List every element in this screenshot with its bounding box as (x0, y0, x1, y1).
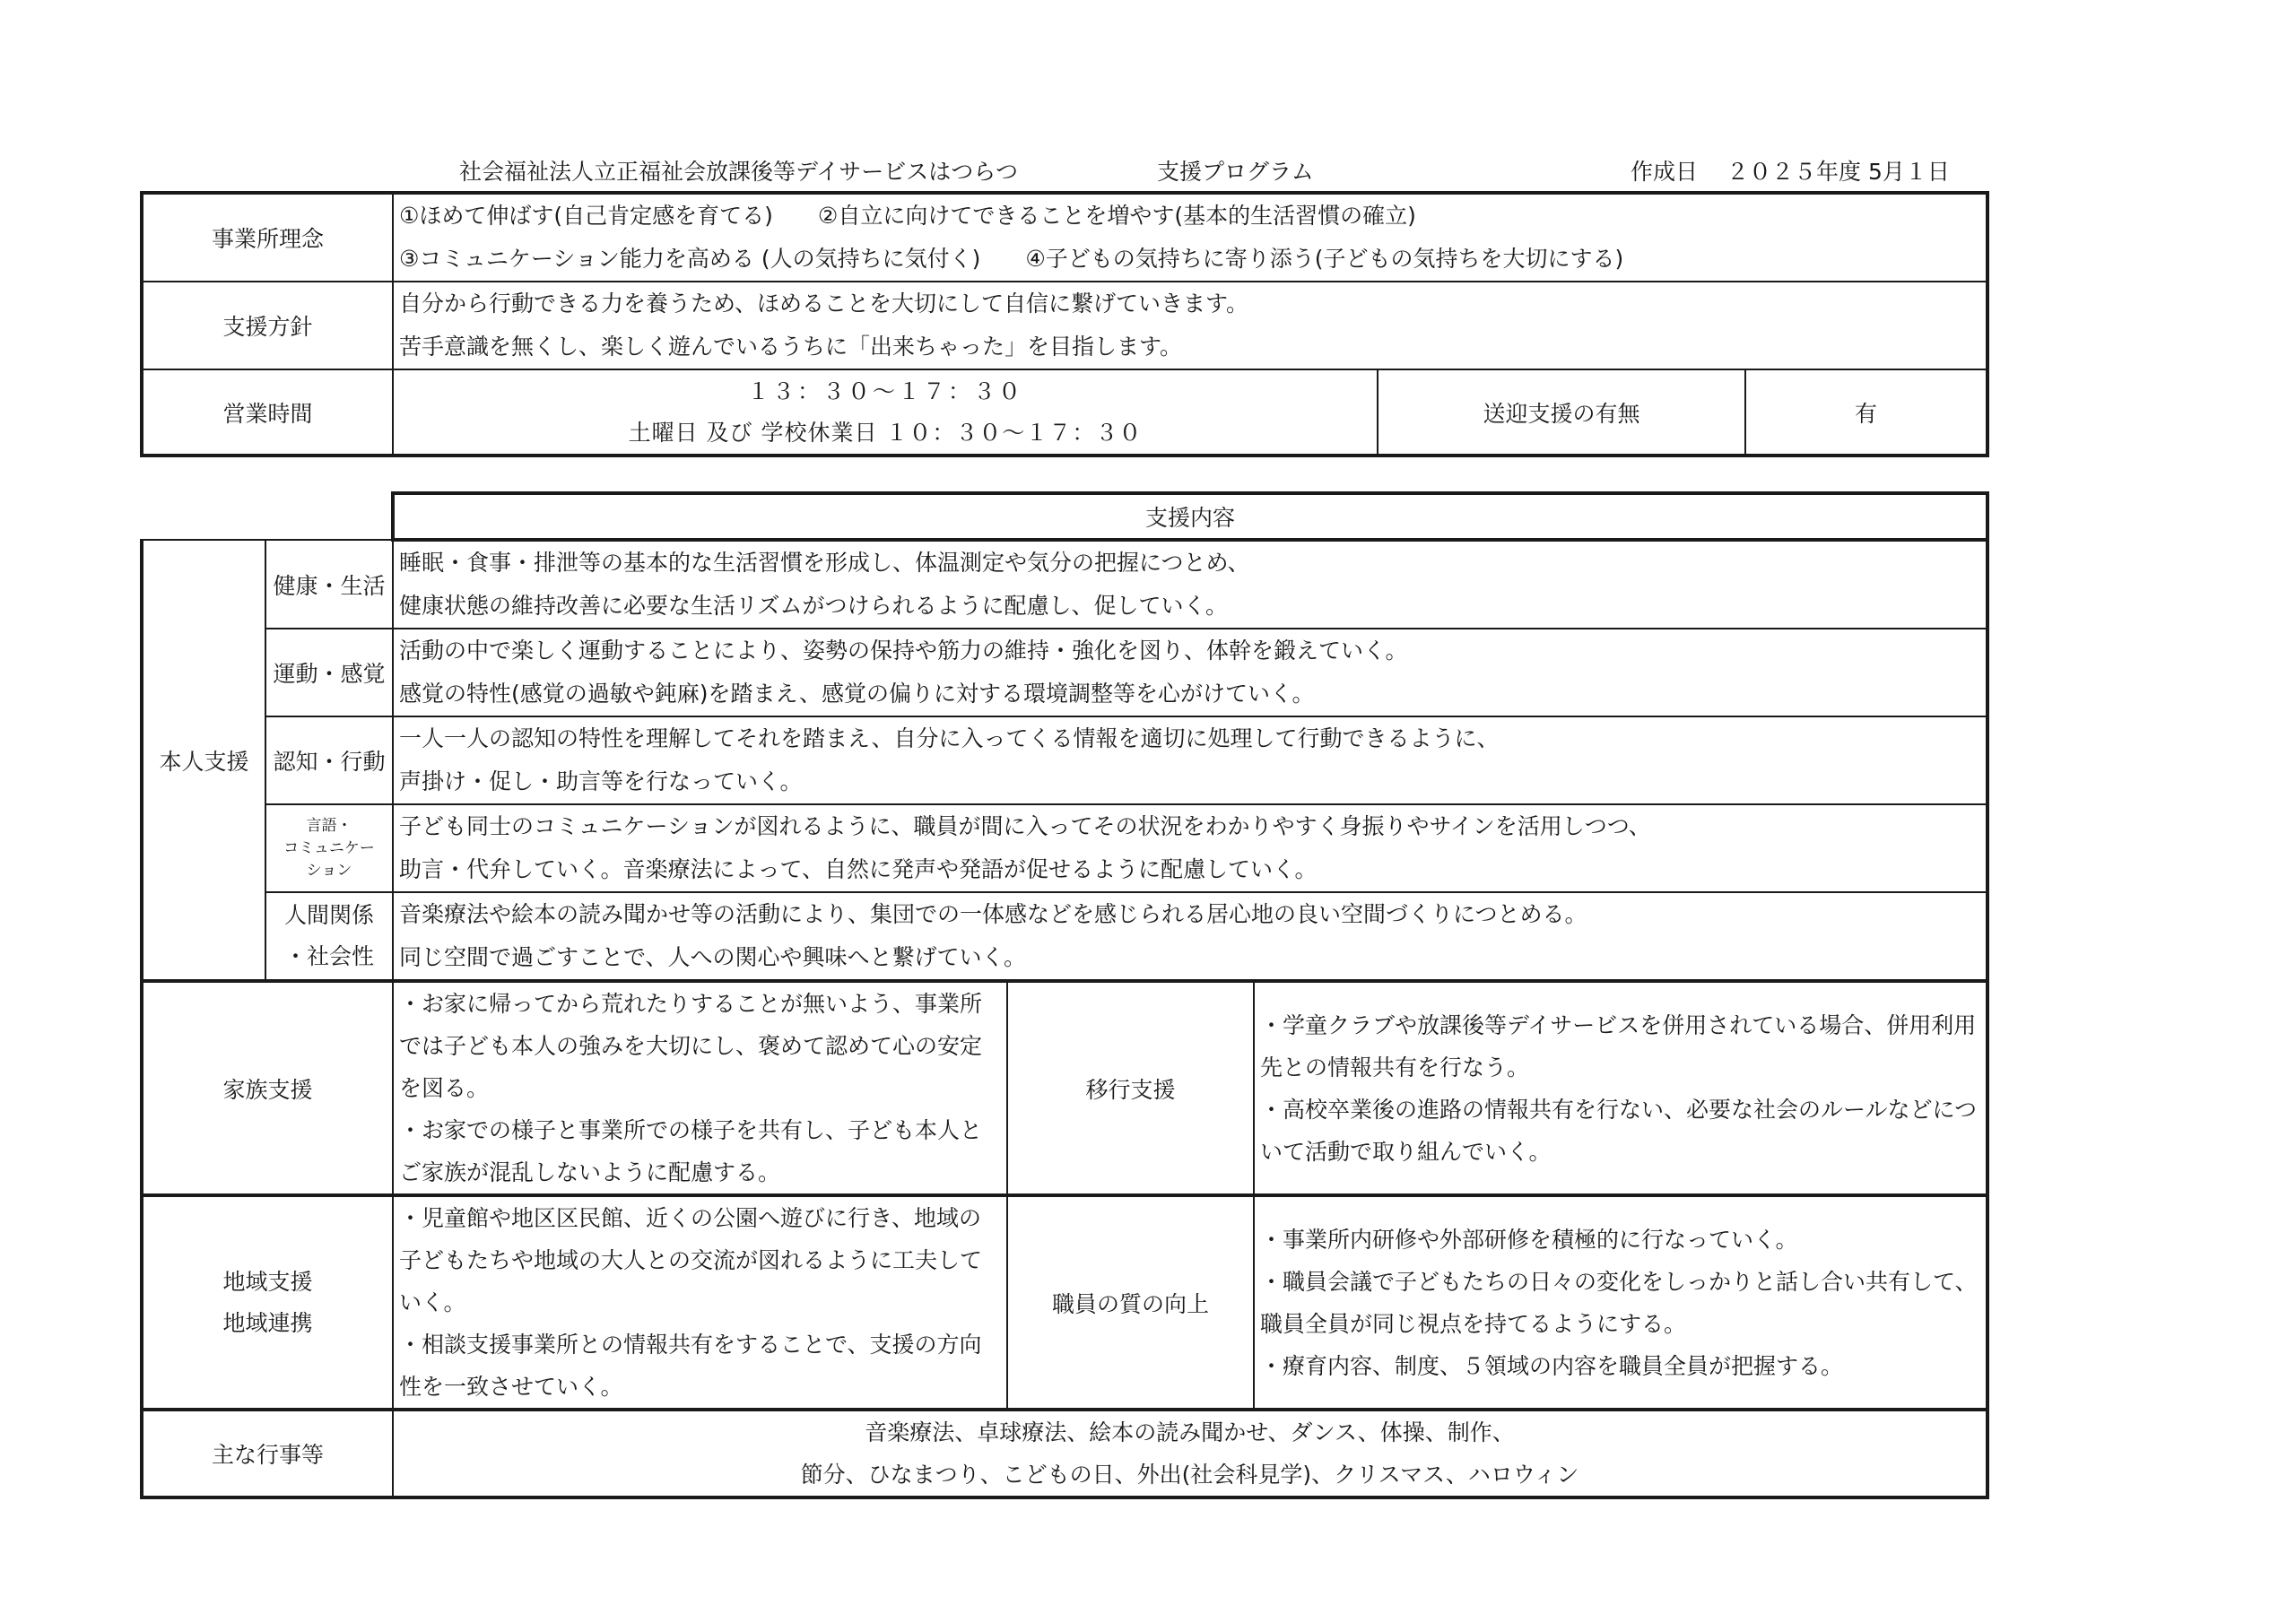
events-line-1: 音楽療法、卓球療法、絵本の読み聞かせ、ダンス、体操、制作、 (865, 1419, 1515, 1445)
health-line-1: 睡眠・食事・排泄等の基本的な生活習慣を形成し、体温測定や気分の把握につとめ、 (399, 550, 1250, 576)
category-cognition: 認知・行動 (265, 716, 393, 804)
cognition-line-2: 声掛け・促し・助言等を行なっていく。 (399, 768, 803, 794)
social-line-1: 音楽療法や絵本の読み聞かせ等の活動により、集団での一体感などを感じられる居心地の良い空間づくりにつとめる。 (399, 901, 1587, 927)
policy-row (142, 282, 1987, 369)
support-row-cognition (142, 716, 1987, 804)
social-line-2: 同じ空間で過ごすことで、人への関心や興味へと繋げていく。 (399, 944, 1027, 970)
philosophy-row (142, 193, 1987, 282)
support-row-social (142, 892, 1987, 981)
language-line-1: 子ども同士のコミュニケーションが図れるように、職員が間に入ってその状況をわかりやすく身振りやサインを活用しつつ、 (399, 813, 1651, 839)
support-content-motor (393, 629, 1987, 716)
organization-name: 社会福祉法人立正福祉会放課後等デイサービスはつらつ (459, 159, 1019, 185)
motor-line-1: 活動の中で楽しく運動することにより、姿勢の保持や筋力の維持・強化を図り、体幹を鍛えていく。 (399, 638, 1408, 664)
family-content: ・お家に帰ってから荒れたりすることが無いよう、事業所では子ども本人の強みを大切にし、褒めて認めて心の安定を図る。 ・お家での様子と事業所での様子を共有し、子ども本人とご家族が混乱しないように配慮する。 (393, 981, 1007, 1195)
events-line-2: 節分、ひなまつり、こどもの日、外出(社会科見学)、クリスマス、ハロウィン (800, 1462, 1579, 1488)
events-label: 主な行事等 (142, 1410, 393, 1497)
events-row (142, 1410, 1987, 1497)
philosophy-content (393, 193, 1987, 282)
support-row-motor (142, 629, 1987, 716)
overview-table (140, 191, 1989, 457)
created-date: ２０２５年度 5月１日 (1726, 159, 1950, 185)
program-title: 支援プログラム (1157, 159, 1314, 185)
family-transition-row (142, 981, 1987, 1195)
blank-corner-2 (265, 493, 393, 540)
motor-line-2: 感覚の特性(感覚の過敏や鈍麻)を踏まえ、感覚の偏りに対する環境調整等を心がけていく。 (399, 681, 1315, 707)
language-cat-3: ション (306, 861, 352, 880)
category-motor: 運動・感覚 (265, 629, 393, 716)
policy-line-1: 自分から行動できる力を養うため、ほめることを大切にして自信に繋げていきます。 (399, 291, 1249, 317)
social-cat-2: ・社会性 (283, 943, 374, 969)
support-row-language (142, 804, 1987, 892)
hours-row (142, 369, 1987, 456)
category-social (265, 892, 393, 981)
community-label-1: 地域支援 (222, 1268, 313, 1295)
support-content-cognition (393, 716, 1987, 804)
support-content-health (393, 540, 1987, 629)
created-label: 作成日 (1631, 159, 1699, 185)
support-content-language (393, 804, 1987, 892)
staff-content: ・事業所内研修や外部研修を積極的に行なっていく。 ・職員会議で子どもたちの日々の変化をしっかりと話し合い共有して、職員全員が同じ視点を持てるようにする。 ・療育内容、制度、５領域の内容を職員全員が把握する。 (1254, 1195, 1987, 1410)
philosophy-line-2: ③コミュニケーション能力を高める (人の気持ちに気付く) ④子どもの気持ちに寄り添う(子どもの気持ちを大切にする) (399, 246, 1624, 272)
self-support-label: 本人支援 (142, 540, 265, 981)
transport-value: 有 (1745, 369, 1987, 456)
language-line-2: 助言・代弁していく。音楽療法によって、自然に発声や発語が促せるように配慮していく。 (399, 856, 1318, 882)
hours-line-2: 土曜日 及び 学校休業日 １０：３０～１７：３０ (628, 419, 1143, 446)
philosophy-label: 事業所理念 (142, 193, 393, 282)
transport-label: 送迎支援の有無 (1378, 369, 1745, 456)
health-line-2: 健康状態の維持改善に必要な生活リズムがつけられるように配慮し、促していく。 (399, 593, 1229, 619)
support-row-health (142, 540, 1987, 629)
staff-label: 職員の質の向上 (1007, 1195, 1254, 1410)
community-label-2: 地域連携 (222, 1309, 313, 1336)
blank-corner (142, 493, 265, 540)
philosophy-line-1: ①ほめて伸ばす(自己肯定感を育てる) ②自立に向けてできることを増やす(基本的生活習慣の確立) (399, 203, 1416, 229)
community-staff-row (142, 1195, 1987, 1410)
hours-label: 営業時間 (142, 369, 393, 456)
hours-content (393, 369, 1378, 456)
social-cat-1: 人間関係 (283, 902, 374, 928)
hours-line-1: １３：３０～１７：３０ (746, 378, 1023, 404)
support-content-social (393, 892, 1987, 981)
policy-line-2: 苦手意識を無くし、楽しく遊んでいるうちに「出来ちゃった」を目指します。 (399, 334, 1183, 360)
support-header: 支援内容 (393, 493, 1987, 540)
transition-content: ・学童クラブや放課後等デイサービスを併用されている場合、併用利用先との情報共有を行なう。 ・高校卒業後の進路の情報共有を行ない、必要な社会のルールなどについて活動で取り組んでいく。 (1254, 981, 1987, 1195)
family-label: 家族支援 (142, 981, 393, 1195)
language-cat-2: コミュニケー (283, 838, 375, 857)
category-language (265, 804, 393, 892)
category-health: 健康・生活 (265, 540, 393, 629)
language-cat-1: 言語・ (306, 816, 352, 835)
support-table (140, 491, 1989, 1499)
transition-label: 移行支援 (1007, 981, 1254, 1195)
policy-label: 支援方針 (142, 282, 393, 369)
support-header-row (142, 493, 1987, 540)
events-content (393, 1410, 1987, 1497)
community-label (142, 1195, 393, 1410)
policy-content (393, 282, 1987, 369)
community-content: ・児童館や地区区民館、近くの公園へ遊びに行き、地域の子どもたちや地域の大人との交流が図れるように工夫していく。 ・相談支援事業所との情報共有をすることで、支援の方向性を一致させていく。 (393, 1195, 1007, 1410)
cognition-line-1: 一人一人の認知の特性を理解してそれを踏まえ、自分に入ってくる情報を適切に処理して行動できるように、 (399, 725, 1500, 751)
